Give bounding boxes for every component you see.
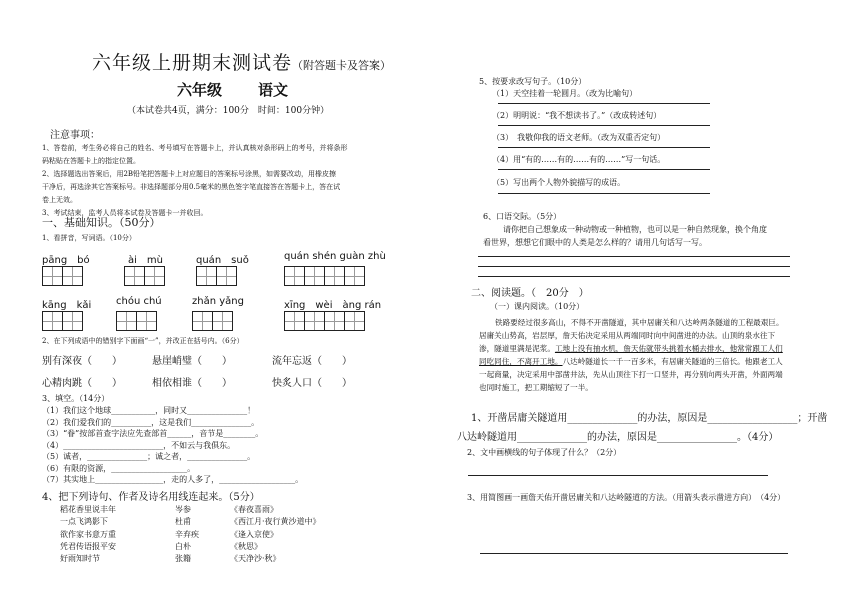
answer-line[interactable] xyxy=(478,276,790,277)
subject-label: 语文 xyxy=(258,81,289,99)
answer-grid[interactable] xyxy=(192,311,232,331)
answer-line[interactable] xyxy=(468,475,768,476)
idiom-4: 心精肉跳（ ） xyxy=(42,378,122,389)
exam-meta: （本试卷共4页，满分：100分 时间：100分钟） xyxy=(127,106,330,116)
q5-item-5: （5）写出两个人物外貌描写的成语。 xyxy=(492,178,626,187)
q5-item-1: （1）天空挂着一轮圆月。（改为比喻句） xyxy=(492,89,638,98)
grade-label: 六年级 xyxy=(177,81,223,99)
answer-grid[interactable] xyxy=(196,266,236,286)
pinyin-2: ài mù xyxy=(128,255,163,266)
q1-title: 1、看拼音，写词语。（10分） xyxy=(42,234,136,242)
q6-text-2: 看世界，想想它们眼中的人类是怎么样的？请用几句话写一写。 xyxy=(483,238,707,247)
answer-line[interactable] xyxy=(498,193,710,194)
underlined-sentence: 工地上没有抽水机，詹天佑就带头挑着水桶去排水，他常常跟工人们同吃同住，不离开工地。 xyxy=(479,344,783,366)
q5-item-4: （4）用“有的……有的……有的……”写一句话。 xyxy=(492,155,666,164)
notice-list: 1、答卷前，考生务必将自己的姓名、考号填写在答题卡上，并认真核对条形码上的考号，并将条形 码粘贴在答题卡上的指定位置。 2、选择题选出答案后，用2B铅笔把答题卡上对应题目的答案标号涂黑，如需要改动，用橡皮擦 干净后，再选涂其它答案标号。非选择题部分用0.5毫米的黑色签字笔直接答在答题卡上，答在试 卷上无效。 3、考试结束，监考人员将本试卷及答题卡一并收回。 xyxy=(42,144,348,217)
reading-q1-b: 八达岭隧道用______________的办法，原因是________________。（4分） xyxy=(457,432,779,443)
pinyin-7: zhǎn yǎng xyxy=(192,296,244,307)
q6-title: 6、口语交际。（5分） xyxy=(483,212,562,221)
section-reading: 二、阅读题。（ 20分 ） xyxy=(471,288,589,299)
answer-grid[interactable] xyxy=(116,311,156,331)
answer-grid[interactable] xyxy=(124,266,164,286)
idiom-3: 流年忘返（ ） xyxy=(272,356,352,367)
pinyin-4: quán shén guàn zhù xyxy=(284,251,386,262)
poem-titles: 《春夜喜雨》 《西江月·夜行黄沙道中》 《逢入京使》 《秋思》 《天净沙·秋》 xyxy=(230,505,321,564)
reading-passage: 铁路要经过很多高山，不得不开凿隧道，其中居庸关和八达岭两条隧道的工程最艰巨。居庸关山势高，岩层厚，詹天佑决定采用从两端同时向中间凿进的办法。山顶的泉水往下渗，隧道里满是泥浆。工地上没有抽水机，詹天佑就带头挑着水桶去排水，他常常跟工人们同吃同住，不离开工地。八达岭隧道长一千一百多米，有居庸关隧道的三倍长。他跟老工人一起商量，决定采用中部凿井法，先从山顶往下打一口竖井，再分别向两头开凿，外面两端也同时施工，把工期缩短了一半。 xyxy=(479,318,784,392)
pinyin-1: pāng bó xyxy=(42,255,90,266)
answer-line[interactable] xyxy=(498,125,710,126)
section-basic: 一、基础知识。（50分） xyxy=(42,216,161,229)
answer-line[interactable] xyxy=(478,266,790,267)
idiom-2: 悬崖峭璧（ ） xyxy=(152,356,232,367)
reading-q1-a: 1、开凿居庸关隧道用______________的办法，原因是__________________；开凿 xyxy=(471,413,828,424)
answer-line[interactable] xyxy=(478,256,790,257)
q3-title: 3、填空。（14分） xyxy=(42,394,110,403)
idiom-5: 相依相谁（ ） xyxy=(152,378,232,389)
poem-lines: 稻花香里说丰年 一点飞鸿影下 欲作家书意万重 凭君传语报平安 好雨知时节 xyxy=(60,505,116,564)
exam-title: 六年级上册期末测试卷（附答题卡及答案） xyxy=(92,52,392,74)
q5-title: 5、按要求改写句子。（10分） xyxy=(479,77,587,86)
idiom-1: 别有深夜（ ） xyxy=(42,356,122,367)
pinyin-8: xīng wèi àng rán xyxy=(284,300,382,311)
q5-item-2: （2）明明说：“我不想读书了。”（改成转述句） xyxy=(492,111,662,120)
answer-line[interactable] xyxy=(498,147,710,148)
answer-line[interactable] xyxy=(498,169,710,170)
idiom-6: 快炙人口（ ） xyxy=(272,378,352,389)
q2-title: 2、在下列成语中的错别字下面画“一”，并改正在括号内。（6分） xyxy=(42,337,244,345)
answer-grid[interactable] xyxy=(284,266,364,286)
fill-list: （1）我们这个地球___________，同时又_______________！ （2）我们爱我们的__________，这是我们_______________。 （3）“眷”按部首查字法应先查部首______，音节是________。 （4）_________________________，不如云与我俱东。 （5）诚者，_______________；诚之者，_______________。 （6）有限的资源，___________________。 （7）其实地上_________________，走的人多了，___________________。 xyxy=(42,406,304,484)
reading-q2: 2、文中画横线的句子体现了什么？（2分） xyxy=(467,448,622,457)
answer-grid[interactable] xyxy=(284,311,364,331)
poem-authors: 岑参 杜甫 辛弃疾 白朴 张籍 xyxy=(175,505,199,564)
q6-text-1: 请你把自己想象成一种动物或一种植物，也可以是一种自然现象，换个角度 xyxy=(503,225,767,234)
pinyin-5: kāng kǎi xyxy=(42,300,92,311)
answer-line[interactable] xyxy=(498,103,710,104)
answer-grid[interactable] xyxy=(42,311,82,331)
reading-q3: 3、用简图画一画詹天佑开凿居庸关和八达岭隧道的方法。（用箭头表示凿进方向） （4分） xyxy=(467,493,786,502)
q4-title: 4、把下列诗句、作者及诗名用线连起来。（5分） xyxy=(42,492,260,503)
q5-item-3: （3） 我敬仰我的语文老师。（改为双重否定句） xyxy=(492,133,666,142)
reading-sub-title: （一）课内阅读。（10分） xyxy=(490,302,585,311)
answer-grid[interactable] xyxy=(42,266,82,286)
pinyin-3: quán suǒ xyxy=(196,255,249,266)
pinyin-6: chóu chú xyxy=(116,296,162,307)
notice-title: 注意事项： xyxy=(50,130,100,141)
answer-line[interactable] xyxy=(480,553,788,554)
